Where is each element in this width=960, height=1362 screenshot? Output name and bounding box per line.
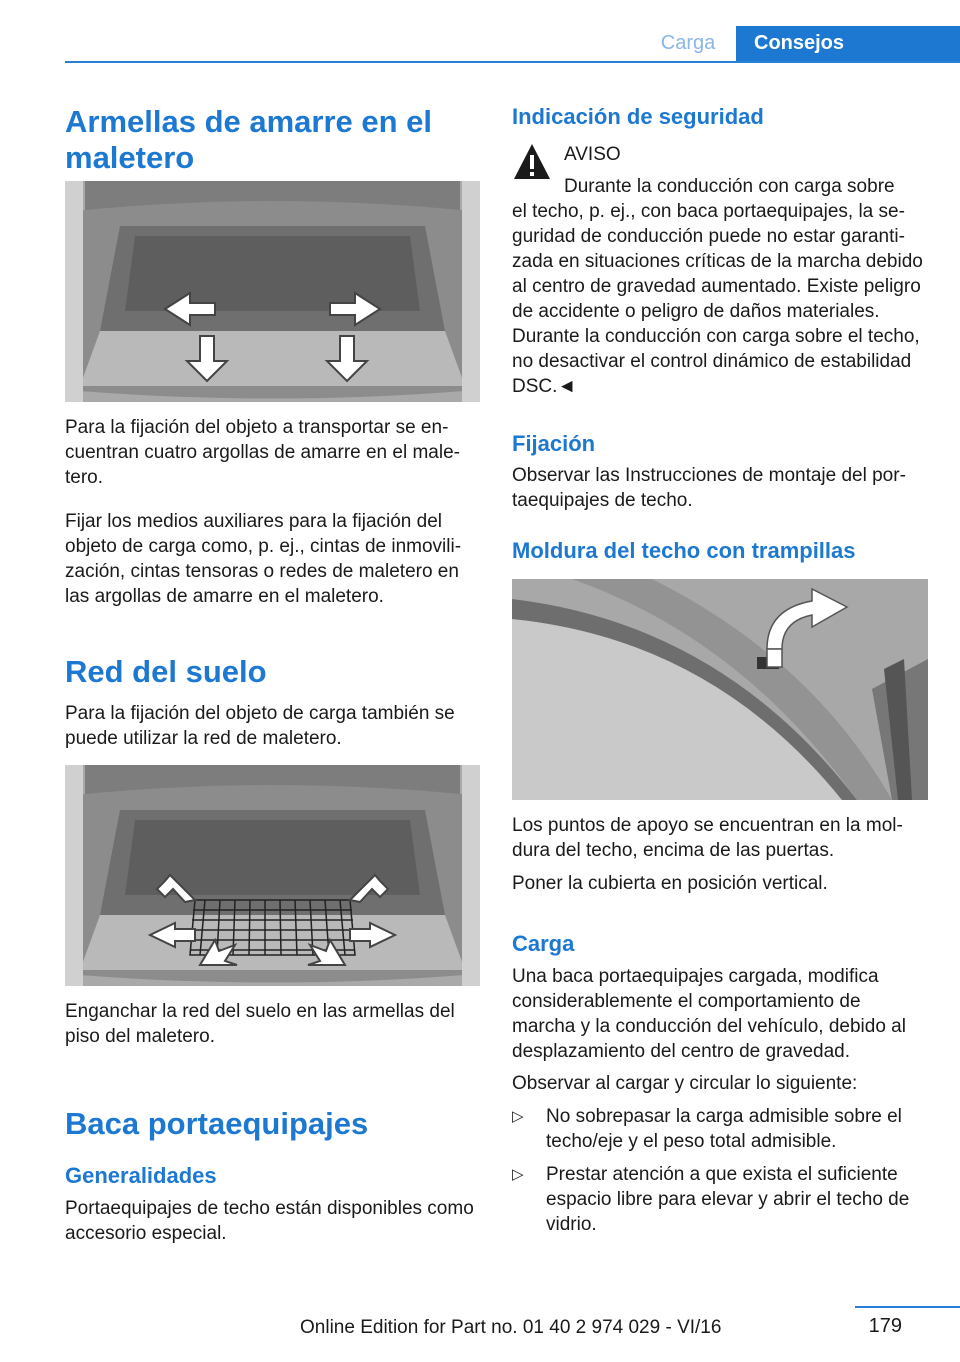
bullet-triangle-icon: ▷ bbox=[512, 1108, 524, 1125]
heading-general: Generalidades bbox=[65, 1163, 217, 1188]
header-tab-consejos: Consejos bbox=[736, 26, 960, 61]
roof-molding-photo bbox=[512, 579, 928, 800]
paragraph-floor-net-1: Para la fijación del objeto de carga también se puede utilizar la red de maletero. bbox=[65, 703, 455, 749]
heading-safety-note: Indicación de seguridad bbox=[512, 104, 764, 129]
list-item: ▷ Prestar atención a que exista el suficiente espacio libre para elevar y abrir el techo de vidrio. bbox=[512, 1164, 910, 1235]
paragraph-molding-2: Poner la cubierta en posición vertical. bbox=[512, 873, 828, 894]
heading-floor-net: Red del suelo bbox=[65, 654, 267, 689]
heading-fixing: Fijación bbox=[512, 431, 596, 456]
header-tab-carga: Carga bbox=[660, 32, 716, 54]
floor-net-photo bbox=[65, 765, 480, 986]
heading-load: Carga bbox=[512, 931, 575, 956]
warning-text: el techo, p. ej., con baca portaequipajes, la seguridad de conducción puede no estar garantizada en situaciones críticas de la marcha debido al centro de gravedad aumentado. Existe peligro de accidente o peligro de daños materiales. Durante la conducción con carga sobre el techo, no desactivar el control dinámico de estabilidad DSC.◄ bbox=[512, 201, 923, 397]
list-item: ▷ No sobrepasar la carga admisible sobre el techo/eje y el peso total admisible. bbox=[512, 1106, 902, 1152]
footer-divider bbox=[855, 1306, 960, 1308]
paragraph-trunk-1: Para la fijación del objeto a transportar se encuentran cuatro argollas de amarre en el maletero. bbox=[65, 417, 460, 488]
paragraph-floor-net-2: Enganchar la red del suelo en las armellas del piso del maletero. bbox=[65, 1001, 455, 1047]
page-number: 179 bbox=[868, 1315, 902, 1337]
warning-triangle-icon bbox=[512, 142, 552, 182]
warning-text-first-line: Durante la conducción con carga sobre bbox=[564, 176, 895, 197]
paragraph-trunk-2: Fijar los medios auxiliares para la fijación del objeto de carga como, p. ej., cintas de inmovilización, cintas tensoras o redes de maletero en las argollas de amarre en el maletero. bbox=[65, 511, 462, 607]
trunk-eyes-photo bbox=[65, 181, 480, 402]
paragraph-general: Portaequipajes de techo están disponibles como accesorio especial. bbox=[65, 1198, 474, 1244]
warning-label: AVISO bbox=[564, 144, 621, 165]
footer-edition: Online Edition for Part no. 01 40 2 974 029 - VI/16 bbox=[300, 1317, 722, 1338]
load-bullet-list bbox=[512, 1104, 928, 1245]
paragraph-fixing: Observar las Instrucciones de montaje del portaequipajes de techo. bbox=[512, 465, 906, 511]
paragraph-load-2: Observar al cargar y circular lo siguiente: bbox=[512, 1073, 858, 1094]
heading-trunk-lashing-eyes: Armellas de amarre en el maletero bbox=[65, 104, 433, 175]
header-divider bbox=[65, 61, 960, 63]
heading-roof-molding: Moldura del techo con trampillas bbox=[512, 538, 856, 563]
paragraph-molding-1: Los puntos de apoyo se encuentran en la moldura del techo, encima de las puertas. bbox=[512, 815, 903, 861]
heading-roof-rack: Baca portaequipajes bbox=[65, 1106, 369, 1141]
paragraph-load-1: Una baca portaequipajes cargada, modifica considerablemente el comportamiento de marcha y la conducción del vehículo, debido al desplazamiento del centro de gravedad. bbox=[512, 966, 906, 1062]
bullet-triangle-icon: ▷ bbox=[512, 1166, 524, 1183]
